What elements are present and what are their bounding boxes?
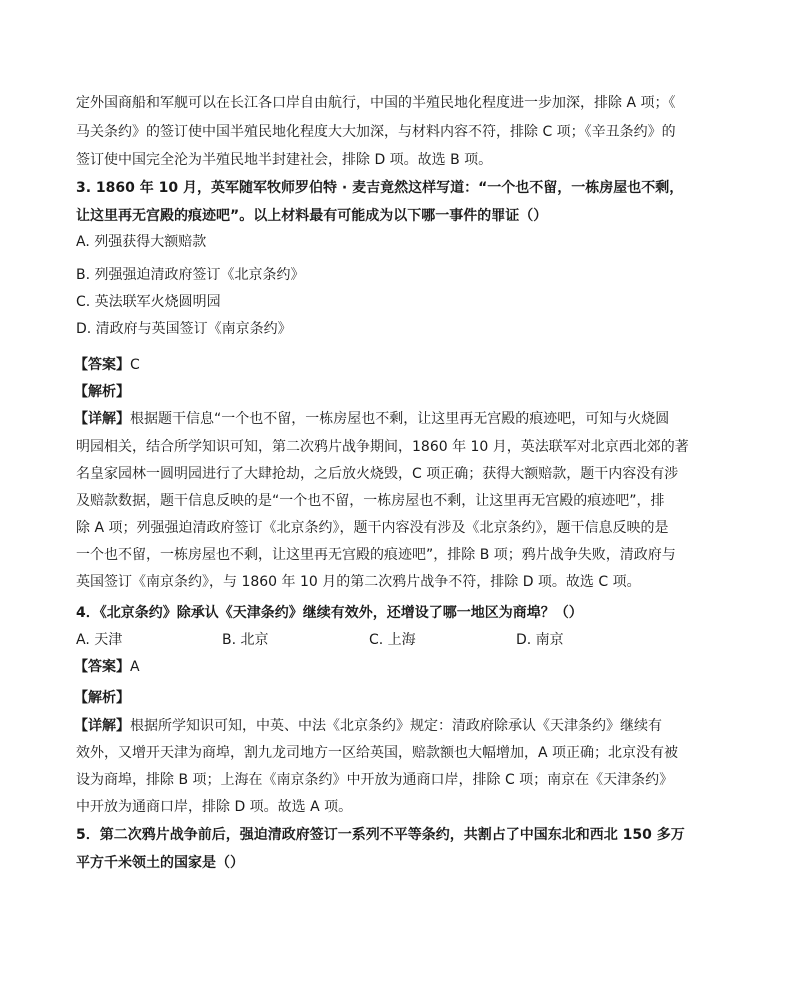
question-3-detail-line: 明园相关，结合所学知识可知，第二次鸦片战争期间，1860 年 10 月，英法联军对北京西北郊的著 (76, 439, 689, 455)
question-4-option-d: D. 南京 (516, 632, 564, 648)
detail-text: 根据所学知识可知，中英、中法《北京条约》规定：清政府除承认《天津条约》继续有 (130, 718, 662, 734)
question-3-answer (74, 355, 140, 375)
question-4-detail (74, 716, 662, 736)
answer-value: A (130, 659, 140, 675)
question-4-detail-line: 效外，又增开天津为商埠，割九龙司地方一区给英国，赔款额也大幅增加，A 项正确；北京没有被 (76, 745, 679, 761)
question-3-option-b: B. 列强强迫清政府签订《北京条约》 (76, 267, 305, 283)
question-5-stem: 平方千米领土的国家是（） (76, 855, 244, 871)
question-4-analysis-label: 【解析】 (74, 690, 130, 706)
question-4-detail-line: 中开放为通商口岸，排除 D 项。故选 A 项。 (76, 799, 353, 815)
question-3-option-c: C. 英法联军火烧圆明园 (76, 294, 221, 310)
answer-value: C (130, 357, 140, 373)
question-3-detail-line: 一个也不留，一栋房屋也不剩，让这里再无宫殿的痕迹吧”，排除 B 项；鸦片战争失败，清政府与 (76, 547, 676, 563)
question-3-stem: 让这里再无宫殿的痕迹吧”。以上材料最有可能成为以下哪一事件的罪证（） (76, 208, 548, 224)
question-4-detail-line: 设为商埠，排除 B 项；上海在《南京条约》中开放为通商口岸，排除 C 项；南京在《天津条约》 (76, 772, 674, 788)
question-4-option-a: A. 天津 (76, 632, 123, 648)
question-3-detail-line: 英国签订《南京条约》，与 1860 年 10 月的第二次鸦片战争不符，排除 D 项。故选 C 项。 (76, 574, 641, 590)
detail-label: 【详解】 (74, 411, 130, 427)
detail-label: 【详解】 (74, 718, 130, 734)
question-4-stem: 4．《北京条约》除承认《天津条约》继续有效外，还增设了哪一地区为商埠？（） (76, 605, 583, 621)
question-4-option-b: B. 北京 (222, 632, 269, 648)
question-3-detail-line: 及赔款数据，题干信息反映的是“一个也不留，一栋房屋也不剩，让这里再无宫殿的痕迹吧”，排 (76, 493, 665, 509)
question-4-option-c: C. 上海 (369, 632, 416, 648)
question-3-option-d: D. 清政府与英国签订《南京条约》 (76, 321, 292, 337)
detail-text: 根据题干信息“一个也不留，一栋房屋也不剩，让这里再无宫殿的痕迹吧，可知与火烧圆 (130, 411, 670, 427)
answer-label: 【答案】 (74, 659, 130, 675)
question-3-stem: 3. 1860 年 10 月，英军随军牧师罗伯特 · 麦吉竟然这样写道：“一个也不留，一栋房屋也不剩， (76, 180, 684, 196)
question-3-detail (74, 409, 669, 429)
question-3-detail-line: 名皇家园林一圆明园进行了大肆抢劫，之后放火烧毁，C 项正确；获得大额赔款，题干内容没有涉 (76, 466, 679, 482)
intro-line: 马关条约》的签订使中国半殖民地化程度大大加深，与材料内容不符，排除 C 项；《辛丑条约》的 (76, 124, 676, 140)
intro-line: 定外国商船和军舰可以在长江各口岸自由航行，中国的半殖民地化程度进一步加深，排除 A 项；《 (76, 95, 676, 111)
question-3-option-a: A. 列强获得大额赔款 (76, 234, 207, 250)
question-3-detail-line: 除 A 项；列强强迫清政府签订《北京条约》，题干内容没有涉及《北京条约》，题干信息反映的是 (76, 520, 669, 536)
question-4-answer (74, 657, 140, 677)
intro-line: 签订使中国完全沦为半殖民地半封建社会，排除 D 项。故选 B 项。 (76, 152, 493, 168)
answer-label: 【答案】 (74, 357, 130, 373)
question-3-analysis-label: 【解析】 (74, 384, 130, 400)
question-5-stem: 5．第二次鸦片战争前后，强迫清政府签订一系列不平等条约，共割占了中国东北和西北 150 多万 (76, 827, 685, 843)
